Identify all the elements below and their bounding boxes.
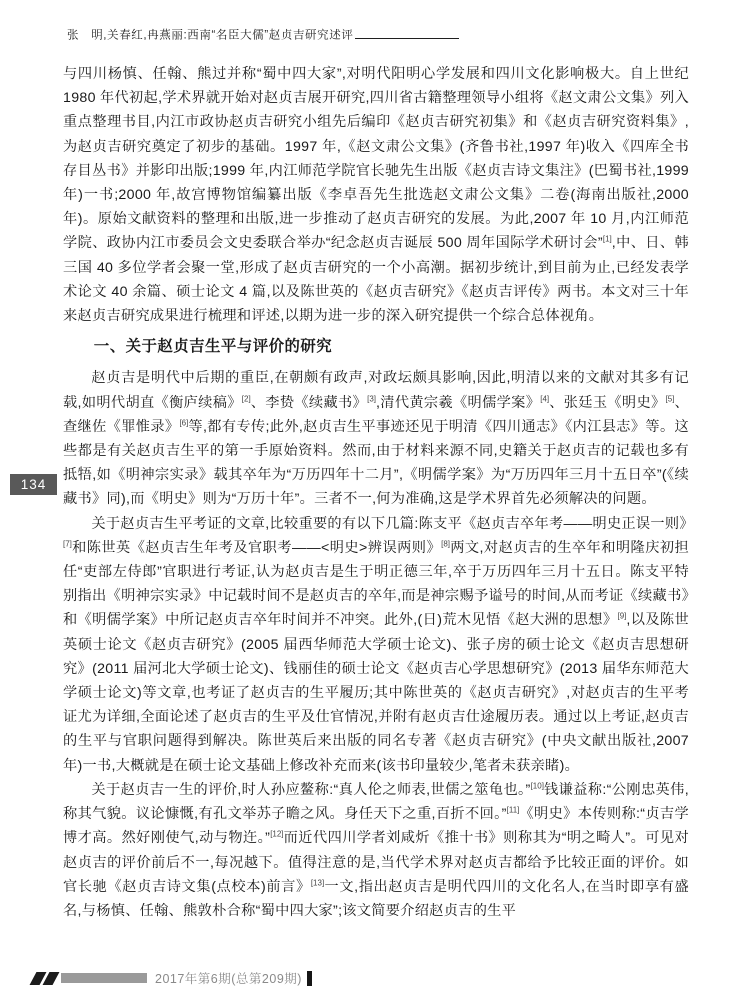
footnote-ref: [3]: [367, 393, 376, 403]
footnote-ref: [5]: [665, 393, 675, 403]
footnote-ref: [7]: [63, 539, 72, 549]
footnote-ref: [10]: [530, 781, 544, 791]
footnote-ref: [13]: [310, 877, 325, 887]
footnote-ref: [11]: [506, 805, 520, 815]
footer-gray-bar: [61, 973, 147, 983]
section-heading: 一、关于赵贞吉生平与评价的研究: [93, 338, 333, 356]
footnote-ref: [2]: [241, 393, 251, 403]
footnote-ref: [12]: [270, 829, 284, 839]
footnote-ref: [1]: [602, 234, 612, 244]
paragraph: 赵贞吉是明代中后期的重臣,在朝颇有政声,对政坛颇具影响,因此,明清以来的文献对其多有记载,如明代胡直《衡庐续稿》[2]、李贽《续藏书》[3],清代黄宗羲《明儒学案》[4]、张廷玉《明史》[5]、查继佐《罪惟录》[6]等,都有专传;此外,赵贞吉生平事迹还见于明清《四川通志》《内江县志》等。这些都是有关赵贞吉生平的第一手原始资料。然而,由于材料来源不同,史籍关于赵贞吉的记载也多有抵牾,如《明神宗实录》载其卒年为“万历四年十二月”,《明儒学案》为“万历四年三月十五日卒”(《续藏书》同),而《明史》则为“万历十年”。三者不一,何为准确,这是学术界首先必须解决的问题。: [63, 370, 689, 508]
footnote-ref: [4]: [540, 393, 550, 403]
page-number-badge: 134: [10, 474, 57, 495]
footnote-ref: [8]: [441, 539, 451, 549]
footer-end-bar-icon: [307, 971, 312, 986]
footnote-ref: [6]: [179, 418, 189, 428]
paragraph: 关于赵贞吉一生的评价,时人孙应鳌称:“真人伦之师表,世儒之筮龟也。”[10]钱谦益称:“公刚忠英伟,称其气貌。议论慷慨,有孔文举苏子瞻之风。身任天下之重,百折不回。”[11]《明史》本传则称:“贞吉学博才高。然好刚使气,动与物迕。”[12]而近代四川学者刘咸炘《推十书》则称其为“明之畸人”。可见对赵贞吉的评价前后不一,每况越下。值得注意的是,当代学术界对赵贞吉都给予比较正面的评价。如官长驰《赵贞吉诗文集(点校本)前言》[13]一文,指出赵贞吉是明代四川的文化名人,在当时即享有盛名,与杨慎、任翰、熊敦朴合称“蜀中四大家”;该文简要介绍赵贞吉的生平: [63, 781, 689, 919]
footer: [33, 969, 312, 987]
running-head: [67, 26, 459, 43]
running-head-text: 张 明,关春红,冉燕丽:西南“名臣大儒”赵贞吉研究述评: [67, 29, 354, 42]
article-body: [63, 62, 694, 923]
footer-issue-text: 2017年第6期(总第209期): [155, 972, 302, 986]
footnote-ref: [9]: [617, 611, 627, 621]
paragraph: 与四川杨慎、任翰、熊过并称“蜀中四大家”,对明代阳明心学发展和四川文化影响极大。自上世纪 1980 年代初起,学术界就开始对赵贞吉展开研究,四川省古籍整理领导小组将《赵文肃公文集》列入重点整理书目,内江市政协赵贞吉研究小组先后编印《赵贞吉研究初集》和《赵贞吉研究资料集》,为赵贞吉研究奠定了初步的基础。1997 年,《赵文肃公文集》(齐鲁书社,1997 年)收入《四库全书存目丛书》并影印出版;1999 年,内江师范学院官长驰先生出版《赵贞吉诗文集注》(巴蜀书社,1999 年)一书;2000 年,故宫博物馆编纂出版《李卓吾先生批选赵文肃公文集》二卷(海南出版社,2000 年)。原始文献资料的整理和出版,进一步推动了赵贞吉研究的发展。为此,2007 年 10 月,内江师范学院、政协内江市委员会文史委联合举办“纪念赵贞吉诞辰 500 周年国际学术研讨会”[1],中、日、韩三国 40 多位学者会聚一堂,形成了赵贞吉研究的一个小高潮。据初步统计,到目前为止,已经发表学术论文 40 余篇、硕士论文 4 篇,以及陈世英的《赵贞吉研究》《赵贞吉评传》两书。本文对三十年来赵贞吉研究成果进行梳理和评述,以期为进一步的深入研究提供一个综合总体视角。: [63, 66, 689, 325]
paragraph: 关于赵贞吉生平考证的文章,比较重要的有以下几篇:陈支平《赵贞吉卒年考——明史正误一则》[7]和陈世英《赵贞吉生年考及官职考——<明史>辨误两则》[8]两文,对赵贞吉的生卒年和明隆庆初担任“吏部左侍郎”官职进行考证,认为赵贞吉是生于明正德三年,卒于万历四年三月十五日。陈支平特别指出《明神宗实录》中记载时间不是赵贞吉的卒年,而是神宗赐予谥号的时间,从而考证《续藏书》和《明儒学案》中所记赵贞吉卒年时间并不冲突。此外,(日)荒木见悟《赵大洲的思想》[9],以及陈世英硕士论文《赵贞吉研究》(2005 届西华师范大学硕士论文)、张子房的硕士论文《赵贞吉思想研究》(2011 届河北大学硕士论文)、钱丽佳的硕士论文《赵贞吉心学思想研究》(2013 届华东师范大学硕士论文)等文章,也考证了赵贞吉的生平履历;其中陈世英的《赵贞吉研究》,对赵贞吉的生平考证尤为详细,全面论述了赵贞吉的生平及仕官情况,并附有赵贞吉仕途履历表。通过以上考证,赵贞吉的生平与官职问题得到解决。陈世英后来出版的同名专著《赵贞吉研究》(中央文献出版社,2007 年)一书,大概就是在硕士论文基础上修改补充而来(该书印量较少,笔者未获亲睹)。: [63, 515, 694, 774]
running-head-underline: [355, 26, 459, 39]
